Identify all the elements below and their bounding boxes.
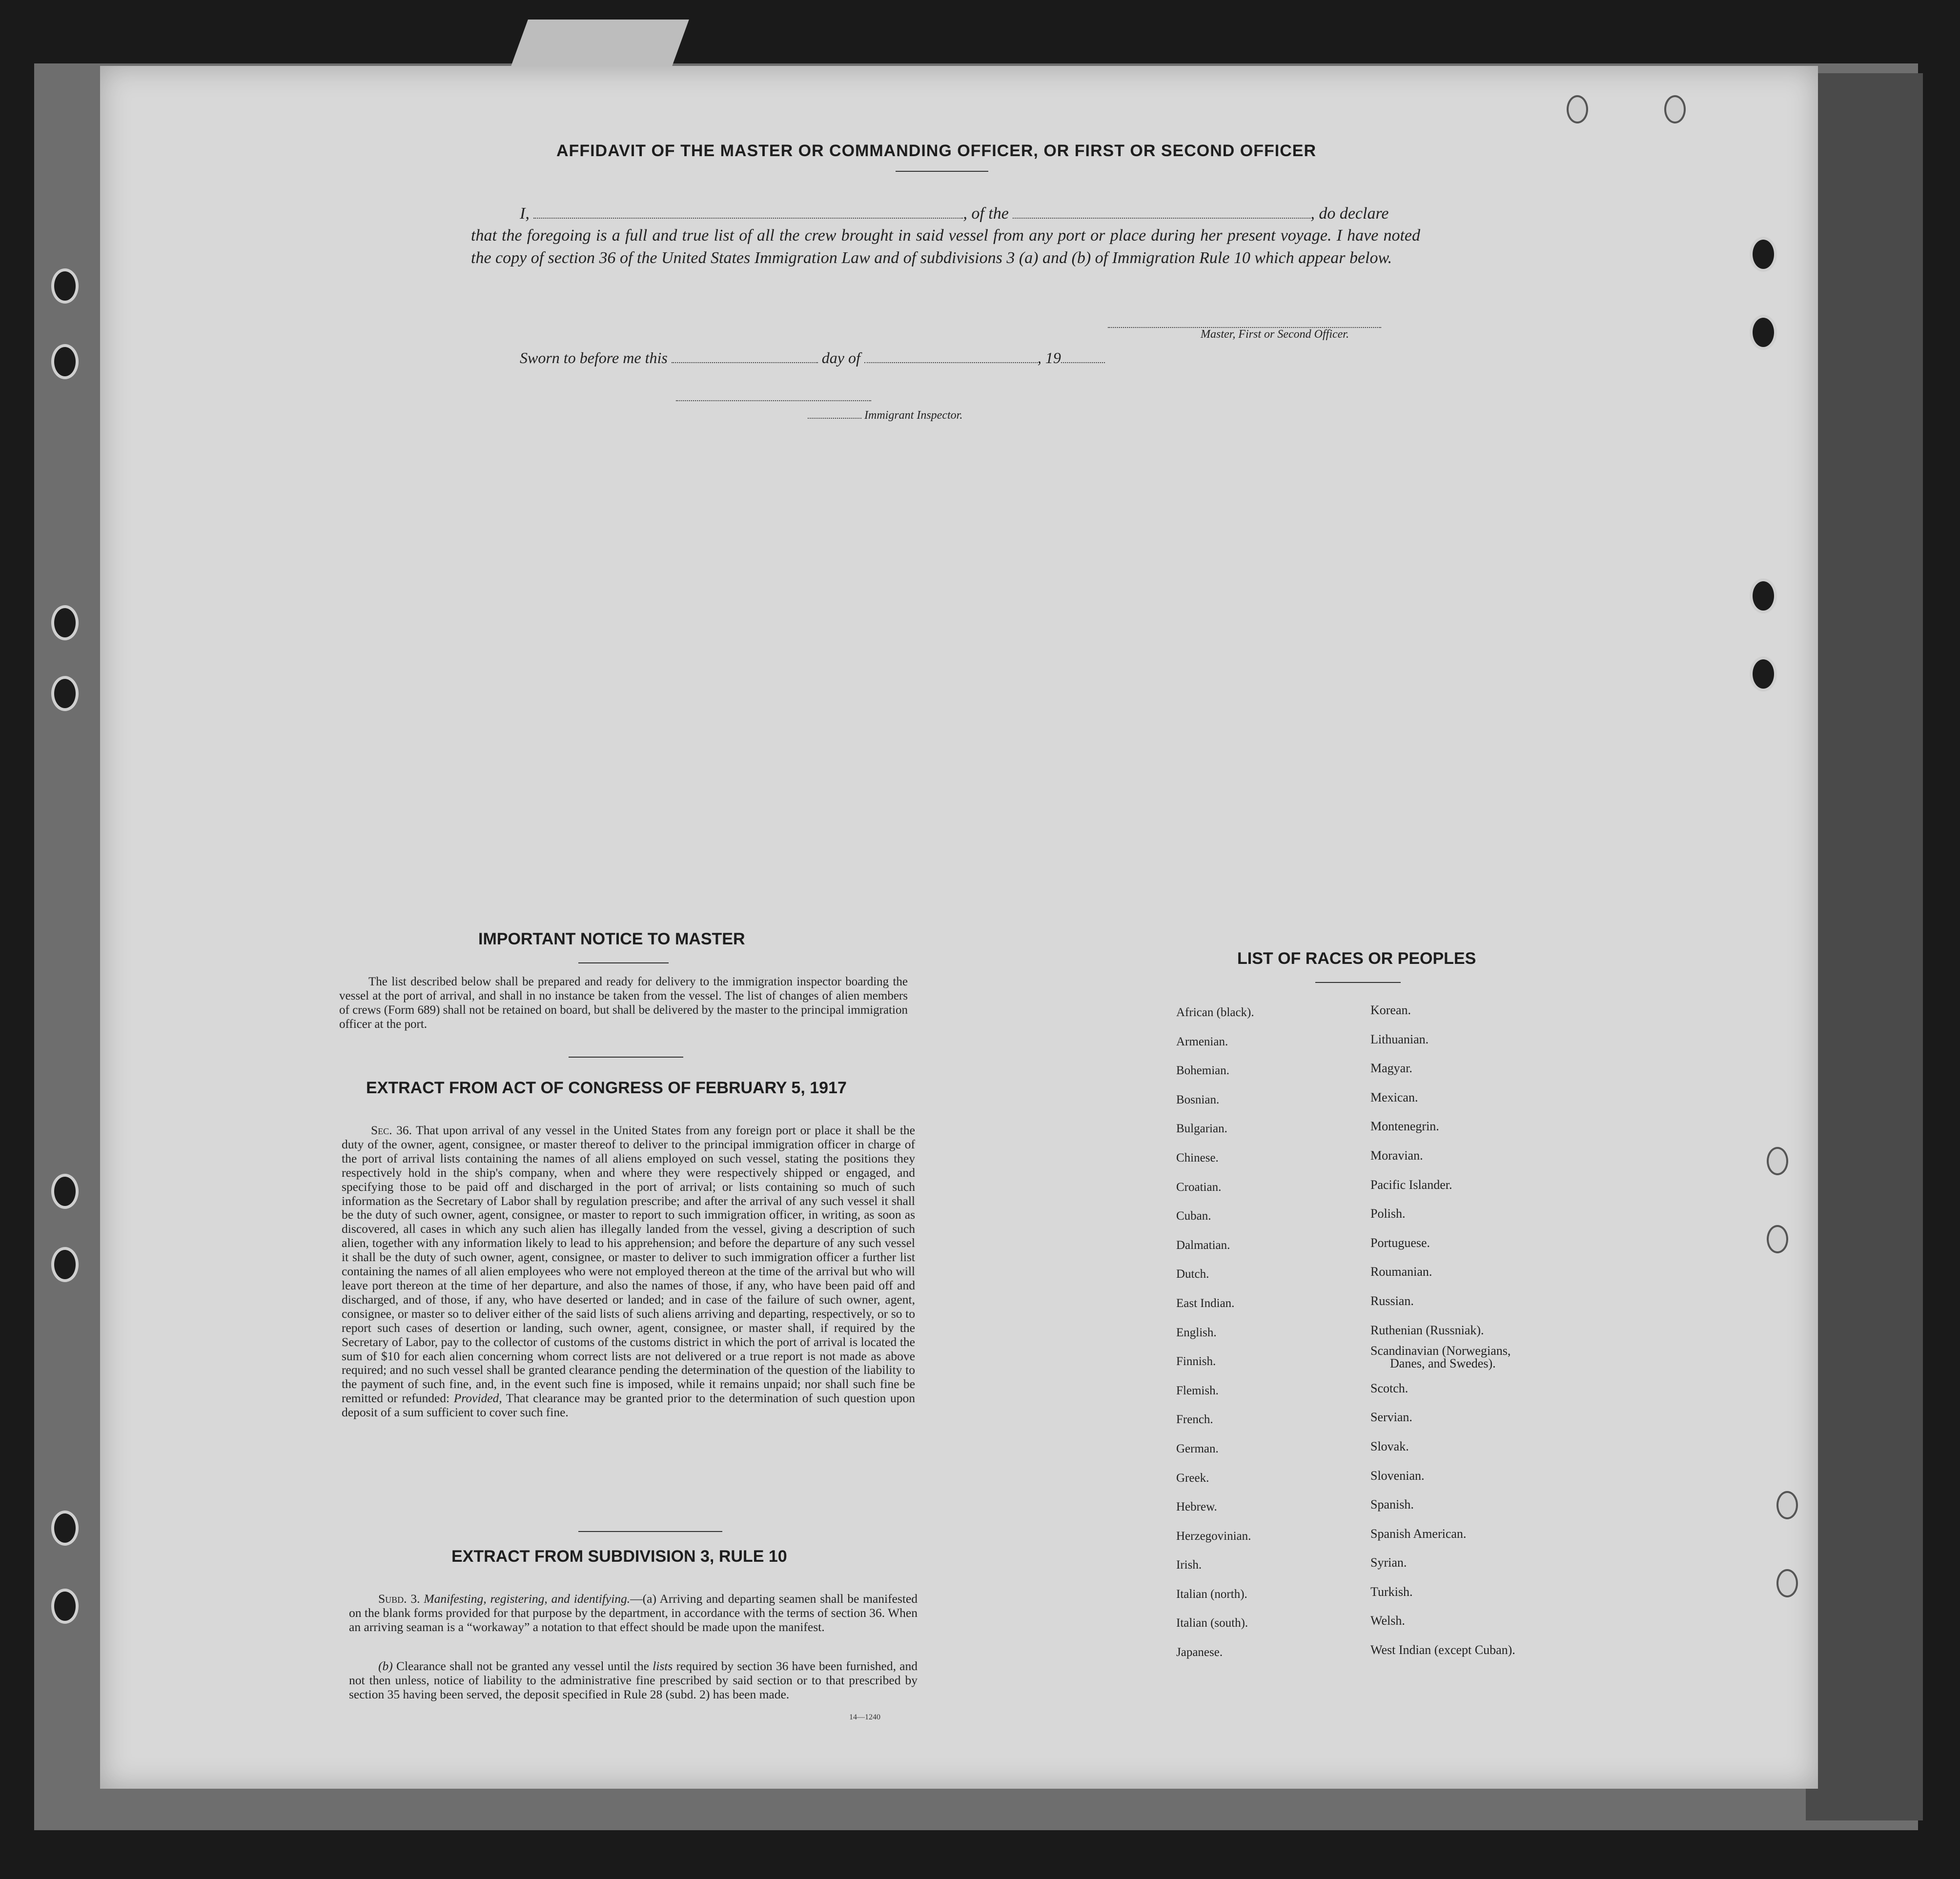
- binder-hole-icon: [1750, 578, 1777, 613]
- race-item: Spanish.: [1370, 1497, 1414, 1512]
- affidavit-i: I,: [520, 204, 530, 223]
- inspector-caption-leader: [808, 418, 861, 419]
- races-title: LIST OF RACES OR PEOPLES: [1237, 949, 1476, 968]
- sworn-month-field[interactable]: [864, 362, 1038, 363]
- affidavit-body: that the foregoing is a full and true list of all the crew brought in said vessel from any port or place during her present voyage. I have noted the copy of section 36 of the United States Immigration Law and of subdivisions 3 (a) and (b) of Immigration Rule 10 which appear below.: [471, 226, 1420, 267]
- rule-subd-label: Subd. 3.: [378, 1592, 420, 1606]
- race-item: Hebrew.: [1176, 1500, 1217, 1514]
- race-item: Polish.: [1370, 1206, 1406, 1221]
- divider: [578, 1531, 722, 1532]
- race-item: Bosnian.: [1176, 1093, 1220, 1106]
- race-item: French.: [1176, 1413, 1213, 1427]
- race-item: Moravian.: [1370, 1148, 1423, 1163]
- race-item: German.: [1176, 1442, 1219, 1455]
- race-item: Irish.: [1176, 1558, 1202, 1572]
- race-item: Bulgarian.: [1176, 1122, 1227, 1136]
- rule-para-b-prefix: (b): [378, 1659, 393, 1673]
- race-item: Russian.: [1370, 1293, 1414, 1308]
- punched-hole-icon: [1664, 95, 1686, 123]
- act-body: [342, 1123, 915, 1420]
- binder-hole-icon: [1750, 656, 1777, 692]
- binder-hole-icon: [51, 1174, 79, 1209]
- punched-hole-icon: [1767, 1147, 1788, 1175]
- rule-para-b: [349, 1659, 918, 1702]
- race-item: Magyar.: [1370, 1061, 1412, 1076]
- inspector-caption: [808, 409, 962, 422]
- officer-name-field[interactable]: [533, 218, 963, 219]
- race-item: Japanese.: [1176, 1646, 1223, 1659]
- form-page: [100, 66, 1818, 1789]
- race-item: Ruthenian (Russniak).: [1370, 1323, 1484, 1337]
- punched-hole-icon: [1776, 1491, 1798, 1519]
- races-left-column: [1176, 998, 1254, 1667]
- punched-hole-icon: [1767, 1225, 1788, 1253]
- rule-para-a-prefix: —(a): [630, 1592, 656, 1606]
- race-item-scandinavian: [1370, 1345, 1515, 1374]
- race-item: Scandinavian (Norwegians,: [1370, 1344, 1511, 1358]
- sworn-prefix: Sworn to before me this: [520, 349, 668, 367]
- race-item: Slovak.: [1370, 1439, 1409, 1453]
- punched-hole-icon: [1776, 1569, 1798, 1597]
- binder-hole-icon: [1750, 237, 1777, 272]
- race-item: Spanish American.: [1370, 1526, 1467, 1541]
- divider: [578, 962, 669, 963]
- race-item: Bohemian.: [1176, 1064, 1230, 1078]
- divider: [1315, 982, 1401, 983]
- form-number: 14—1240: [849, 1713, 880, 1721]
- sworn-year-field[interactable]: [1061, 362, 1105, 363]
- race-item: Turkish.: [1370, 1584, 1413, 1599]
- race-item: Scotch.: [1370, 1381, 1409, 1395]
- rule-title: EXTRACT FROM SUBDIVISION 3, RULE 10: [451, 1547, 787, 1566]
- rule-para-b-pre: Clearance shall not be granted any vessel until the: [396, 1659, 649, 1673]
- race-item: Dalmatian.: [1176, 1238, 1230, 1252]
- race-item: Korean.: [1370, 1003, 1411, 1017]
- rule-subd-heading: Manifesting, registering, and identifying.: [424, 1592, 631, 1606]
- rule-para-a-text: Arriving and departing seamen shall be manifested on the blank forms provided for that purpose by the department, in accordance with the terms of section 36. When an arriving seaman is a “workaway” a notation to that effect should be made upon the manifest.: [349, 1592, 918, 1634]
- act-body-text: That upon arrival of any vessel in the United States from any foreign port or place it shall be the duty of the owner, agent, consignee, or master thereof to deliver to the principal immigration officer in charge of the port of arrival lists containing the names of all aliens employed on such vessel, stating the positions they respectively hold in the ship's company, when and where they were respectively shipped or engaged, and specifying those to be paid off and discharged in the port of arrival; or lists containing so much of such information as the Secretary of Labor shall by regulation prescribe; and after the arrival of any such vessel it shall be the duty of such owner, agent, consignee, or master to report to such immigration officer, in writing, as soon as discovered, all cases in which any such alien has illegally landed from the vessel, giving a description of such alien, together with any information likely to lead to his apprehension; and before the departure of any such vessel it shall be the duty of such owner, agent, consignee, or master to deliver to such immigration officer a further list containing the names of all alien employees who were not employed thereon at the time of the arrival but who will leave port thereon at the time of her departure, and also the names of those, if any, who have been paid off and discharged, and of those, if any, who have deserted or landed; and in case of the failure of such owner, agent, consignee, or master so to deliver either of the said lists of such aliens arriving and departing, respectively, or so to report such cases of desertion or landing, such owner, agent, consignee, or master shall, if required by the Secretary of Labor, pay to the collector of customs of the customs district in which the port of arrival is located the sum of $10 for each alien concerning whom correct lists are not delivered or a true report is not made as above required; and no such vessel shall be granted clearance pending the determination of the question of the liability to the payment of such fine, and, in the event such fine is imposed, while it remains unpaid; nor shall such fine be remitted or refunded:: [342, 1123, 915, 1406]
- race-item: Chinese.: [1176, 1151, 1219, 1164]
- race-item: Slovenian.: [1370, 1468, 1425, 1483]
- punched-hole-icon: [1567, 95, 1588, 123]
- race-item: Syrian.: [1370, 1555, 1407, 1570]
- race-item: Servian.: [1370, 1410, 1412, 1425]
- divider: [896, 171, 988, 172]
- notice-title: IMPORTANT NOTICE TO MASTER: [478, 930, 745, 948]
- master-signature-field[interactable]: [1108, 312, 1381, 328]
- affidavit-line-1: [520, 203, 1389, 225]
- affidavit-of-the: , of the: [963, 204, 1009, 223]
- divider: [569, 1057, 683, 1058]
- race-item: Lithuanian.: [1370, 1032, 1429, 1046]
- master-signature-caption: Master, First or Second Officer.: [1201, 328, 1349, 341]
- binding-strip: [1806, 73, 1923, 1820]
- sworn-day-field[interactable]: [672, 362, 818, 363]
- rule-para-b-post: required by section 36 have been furnished, and not then unless, notice of liability to the administrative fine prescribed by said section or to that prescribed by section 35 having been served, the deposit specified in Rule 28 (subd. 2) has been made.: [349, 1659, 918, 1701]
- inspector-signature-field[interactable]: [676, 390, 871, 401]
- affidavit-title: AFFIDAVIT OF THE MASTER OR COMMANDING OFFICER, OR FIRST OR SECOND OFFICER: [556, 142, 1316, 160]
- act-section-label: Sec. 36.: [371, 1123, 412, 1137]
- race-item: English.: [1176, 1326, 1217, 1339]
- race-item: Welsh.: [1370, 1613, 1405, 1628]
- affidavit-declare: , do declare: [1310, 204, 1389, 223]
- race-item: Finnish.: [1176, 1355, 1216, 1368]
- race-item: Dutch.: [1176, 1267, 1209, 1281]
- race-item: West Indian (except Cuban).: [1370, 1643, 1515, 1657]
- binder-hole-icon: [51, 1247, 79, 1282]
- race-item: Portuguese.: [1370, 1235, 1430, 1250]
- race-item: Pacific Islander.: [1370, 1177, 1452, 1192]
- binder-hole-icon: [51, 676, 79, 711]
- race-item: African (black).: [1176, 1006, 1254, 1019]
- race-item: Croatian.: [1176, 1180, 1222, 1194]
- binder-hole-icon: [51, 1511, 79, 1546]
- race-item: East Indian.: [1176, 1296, 1235, 1310]
- race-item: Cuban.: [1176, 1209, 1211, 1223]
- vessel-name-field[interactable]: [1013, 218, 1310, 219]
- race-item: Italian (south).: [1176, 1616, 1248, 1630]
- sworn-line: [520, 347, 1105, 369]
- rule-para-b-lists: lists: [653, 1659, 673, 1673]
- sworn-year-label: , 19: [1037, 349, 1061, 367]
- rule-para-a: [349, 1592, 918, 1634]
- race-item: Roumanian.: [1370, 1265, 1432, 1279]
- inspector-caption-text: Immigrant Inspector.: [864, 409, 963, 422]
- race-item: Mexican.: [1370, 1090, 1418, 1104]
- races-right-column: [1370, 996, 1515, 1665]
- race-item-continuation: Danes, and Swedes).: [1390, 1356, 1496, 1371]
- sworn-day-label: day of: [821, 349, 860, 367]
- notice-body: The list described below shall be prepared and ready for delivery to the immigration inspector boarding the vessel at the port of arrival, and shall in no instance be taken from the vessel. The list of changes of alien members of crews (Form 689) shall not be retained on board, but shall be delivered by the master to the principal immigration officer at the port.: [339, 975, 908, 1031]
- act-provided: Provided,: [453, 1391, 502, 1406]
- race-item: Flemish.: [1176, 1384, 1219, 1397]
- race-item: Greek.: [1176, 1471, 1209, 1485]
- race-item: Montenegrin.: [1370, 1119, 1439, 1134]
- act-body-end: That clearance may be granted prior to the determination of such question upon deposit of a sum sufficient to cover such fine.: [342, 1391, 916, 1420]
- race-item: Herzegovinian.: [1176, 1529, 1251, 1543]
- binder-hole-icon: [1750, 315, 1777, 350]
- race-item: Armenian.: [1176, 1035, 1228, 1048]
- binder-hole-icon: [51, 344, 79, 379]
- binder-hole-icon: [51, 1589, 79, 1624]
- binder-hole-icon: [51, 605, 79, 640]
- race-item: Italian (north).: [1176, 1587, 1247, 1601]
- act-title: EXTRACT FROM ACT OF CONGRESS OF FEBRUARY 5, 1917: [366, 1079, 847, 1097]
- binder-hole-icon: [51, 268, 79, 304]
